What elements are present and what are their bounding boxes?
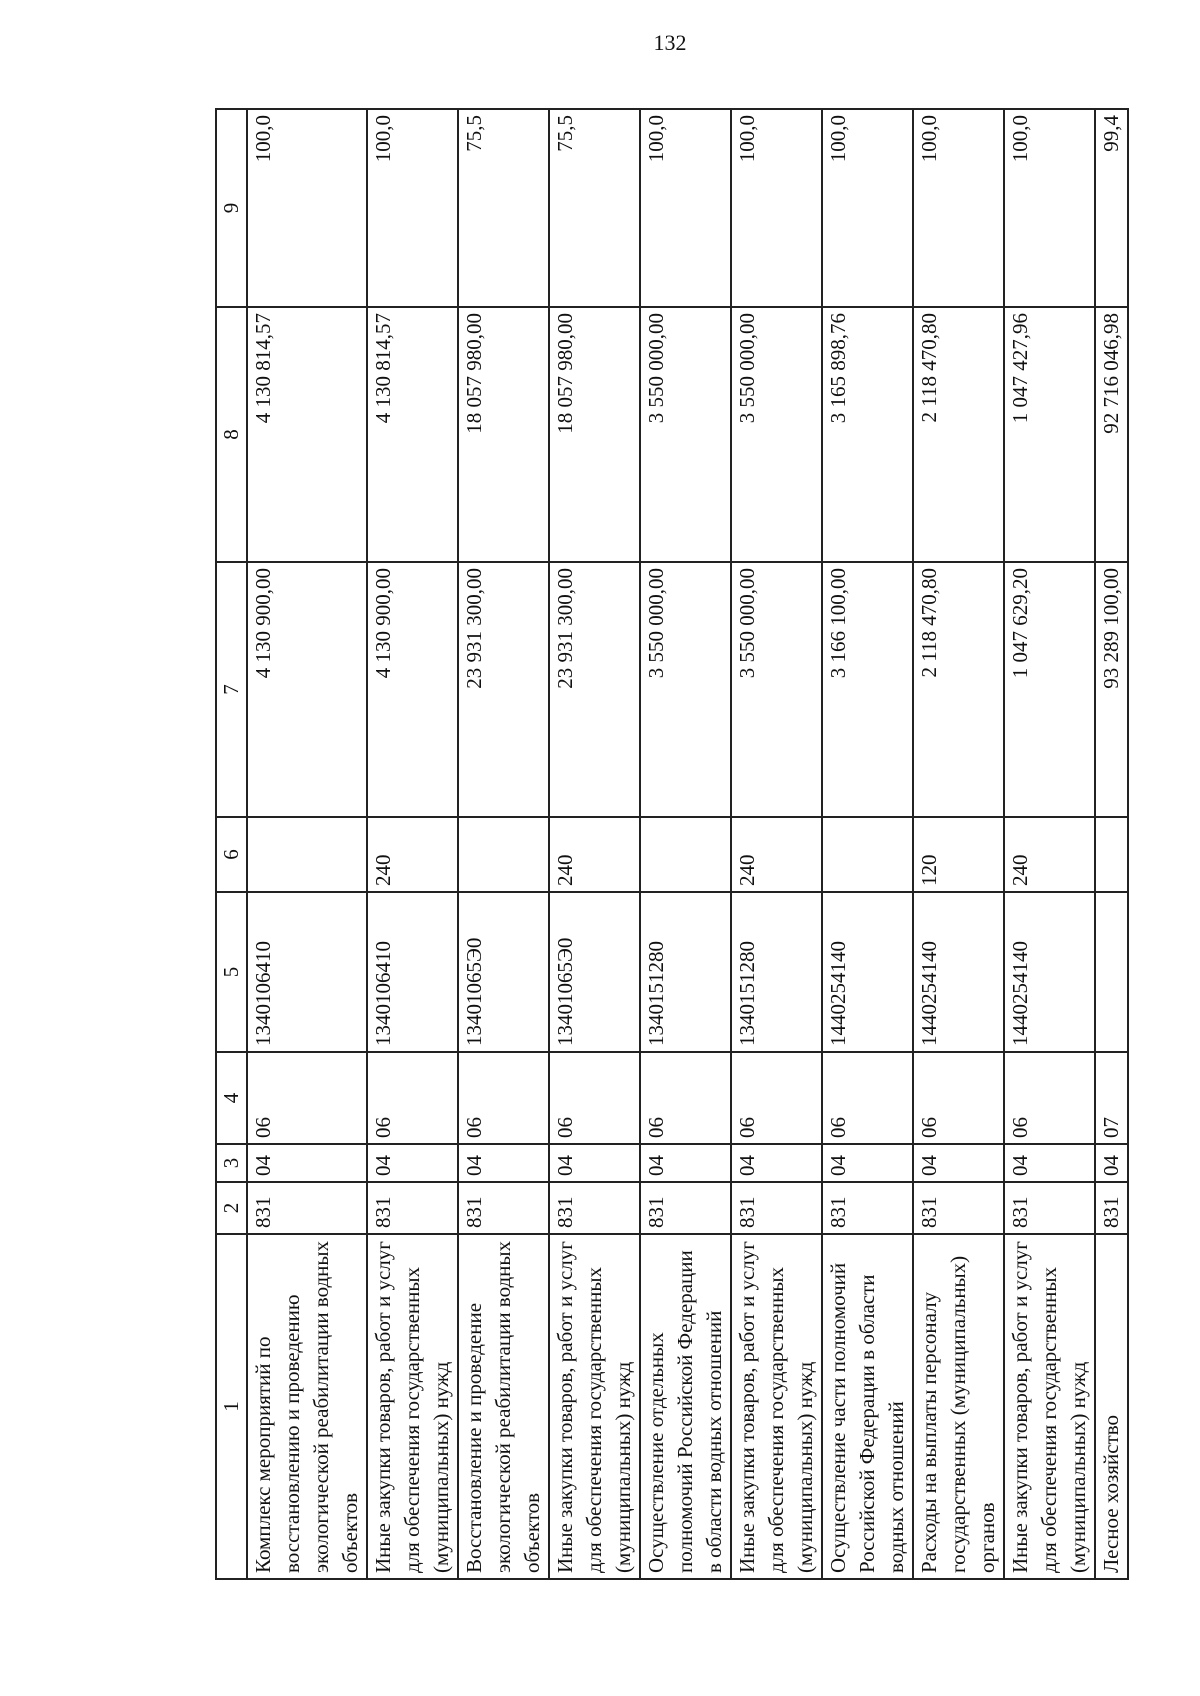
target-article-cell: 1440254140 [1004, 892, 1095, 1052]
expense-type-cell [640, 817, 731, 892]
subsection-code-cell: 06 [247, 1052, 367, 1144]
expense-name-cell: Иные закупки товаров, работ и услуг для обеспечения государственных (муниципальных) нужд [1004, 1234, 1095, 1579]
percent-executed-cell: 99,4 [1095, 109, 1128, 307]
budget-table [215, 108, 1129, 1580]
executed-amount-cell: 2 118 470,80 [913, 307, 1004, 562]
expense-name-cell: Комплекс мероприятий по восстановлению и проведению экологической реабилитации водных объектов [247, 1234, 367, 1579]
ministry-code-cell: 831 [247, 1182, 367, 1234]
expense-name-cell: Осуществление части полномочий Российской Федерации в области водных отношений [822, 1234, 913, 1579]
approved-amount-cell: 3 166 100,00 [822, 562, 913, 817]
approved-amount-cell: 23 931 300,00 [458, 562, 549, 817]
section-code-cell: 04 [367, 1144, 458, 1182]
section-code-cell: 04 [731, 1144, 822, 1182]
section-code-cell: 04 [1095, 1144, 1128, 1182]
executed-amount-cell: 92 716 046,98 [1095, 307, 1128, 562]
ministry-code-cell: 831 [640, 1182, 731, 1234]
approved-amount-cell: 4 130 900,00 [247, 562, 367, 817]
subsection-code-cell: 06 [549, 1052, 640, 1144]
column-number: 7 [216, 562, 247, 817]
target-article-cell: 1440254140 [913, 892, 1004, 1052]
subsection-code-cell: 06 [1004, 1052, 1095, 1144]
subsection-code-cell: 06 [913, 1052, 1004, 1144]
column-number: 5 [216, 892, 247, 1052]
subsection-code-cell: 07 [1095, 1052, 1128, 1144]
ministry-code-cell: 831 [1095, 1182, 1128, 1234]
table-row [247, 109, 367, 1579]
expense-type-cell [1095, 817, 1128, 892]
column-number: 6 [216, 817, 247, 892]
expense-name-cell: Иные закупки товаров, работ и услуг для обеспечения государственных (муниципальных) нужд [549, 1234, 640, 1579]
subsection-code-cell: 06 [640, 1052, 731, 1144]
expense-type-cell: 240 [367, 817, 458, 892]
section-code-cell: 04 [549, 1144, 640, 1182]
column-number: 9 [216, 109, 247, 307]
approved-amount-cell: 93 289 100,00 [1095, 562, 1128, 817]
column-number: 2 [216, 1182, 247, 1234]
expense-type-cell: 240 [549, 817, 640, 892]
section-code-cell: 04 [458, 1144, 549, 1182]
approved-amount-cell: 1 047 629,20 [1004, 562, 1095, 817]
target-article-cell: 1340151280 [640, 892, 731, 1052]
percent-executed-cell: 100,0 [367, 109, 458, 307]
table-body [216, 109, 1128, 1579]
column-number-row [216, 109, 247, 1579]
ministry-code-cell: 831 [731, 1182, 822, 1234]
expense-name-cell: Лесное хозяйство [1095, 1234, 1128, 1579]
table-row [822, 109, 913, 1579]
ministry-code-cell: 831 [458, 1182, 549, 1234]
subsection-code-cell: 06 [458, 1052, 549, 1144]
approved-amount-cell: 2 118 470,80 [913, 562, 1004, 817]
section-code-cell: 04 [640, 1144, 731, 1182]
section-code-cell: 04 [1004, 1144, 1095, 1182]
target-article-cell: 1440254140 [822, 892, 913, 1052]
executed-amount-cell: 4 130 814,57 [367, 307, 458, 562]
table-row [1095, 109, 1128, 1579]
target-article-cell: 13401065Э0 [458, 892, 549, 1052]
target-article-cell: 1340151280 [731, 892, 822, 1052]
table-row [549, 109, 640, 1579]
expense-name-cell: Осуществление отдельных полномочий Российской Федерации в области водных отношений [640, 1234, 731, 1579]
expense-type-cell: 240 [731, 817, 822, 892]
column-number: 4 [216, 1052, 247, 1144]
percent-executed-cell: 100,0 [913, 109, 1004, 307]
rotated-table-container [215, 110, 1123, 1580]
executed-amount-cell: 3 550 000,00 [731, 307, 822, 562]
expense-name-cell: Иные закупки товаров, работ и услуг для обеспечения государственных (муниципальных) нужд [731, 1234, 822, 1579]
target-article-cell: 13401065Э0 [549, 892, 640, 1052]
table-row [458, 109, 549, 1579]
percent-executed-cell: 75,5 [458, 109, 549, 307]
percent-executed-cell: 100,0 [1004, 109, 1095, 307]
ministry-code-cell: 831 [367, 1182, 458, 1234]
subsection-code-cell: 06 [731, 1052, 822, 1144]
section-code-cell: 04 [247, 1144, 367, 1182]
column-number: 1 [216, 1234, 247, 1579]
expense-name-cell: Иные закупки товаров, работ и услуг для обеспечения государственных (муниципальных) нужд [367, 1234, 458, 1579]
executed-amount-cell: 1 047 427,96 [1004, 307, 1095, 562]
percent-executed-cell: 100,0 [247, 109, 367, 307]
expense-name-cell: Восстановление и проведение экологической реабилитации водных объектов [458, 1234, 549, 1579]
target-article-cell: 1340106410 [247, 892, 367, 1052]
table-row [731, 109, 822, 1579]
approved-amount-cell: 3 550 000,00 [731, 562, 822, 817]
executed-amount-cell: 18 057 980,00 [549, 307, 640, 562]
executed-amount-cell: 18 057 980,00 [458, 307, 549, 562]
expense-type-cell [822, 817, 913, 892]
approved-amount-cell: 3 550 000,00 [640, 562, 731, 817]
percent-executed-cell: 100,0 [822, 109, 913, 307]
percent-executed-cell: 100,0 [640, 109, 731, 307]
expense-type-cell: 120 [913, 817, 1004, 892]
ministry-code-cell: 831 [913, 1182, 1004, 1234]
ministry-code-cell: 831 [1004, 1182, 1095, 1234]
ministry-code-cell: 831 [549, 1182, 640, 1234]
approved-amount-cell: 4 130 900,00 [367, 562, 458, 817]
expense-type-cell: 240 [1004, 817, 1095, 892]
section-code-cell: 04 [913, 1144, 1004, 1182]
percent-executed-cell: 100,0 [731, 109, 822, 307]
table-row [913, 109, 1004, 1579]
expense-name-cell: Расходы на выплаты персоналу государственных (муниципальных) органов [913, 1234, 1004, 1579]
executed-amount-cell: 3 550 000,00 [640, 307, 731, 562]
table-row [367, 109, 458, 1579]
expense-type-cell [458, 817, 549, 892]
expense-type-cell [247, 817, 367, 892]
percent-executed-cell: 75,5 [549, 109, 640, 307]
subsection-code-cell: 06 [367, 1052, 458, 1144]
target-article-cell [1095, 892, 1128, 1052]
subsection-code-cell: 06 [822, 1052, 913, 1144]
table-row [1004, 109, 1095, 1579]
section-code-cell: 04 [822, 1144, 913, 1182]
table-row [640, 109, 731, 1579]
executed-amount-cell: 3 165 898,76 [822, 307, 913, 562]
ministry-code-cell: 831 [822, 1182, 913, 1234]
approved-amount-cell: 23 931 300,00 [549, 562, 640, 817]
target-article-cell: 1340106410 [367, 892, 458, 1052]
column-number: 8 [216, 307, 247, 562]
executed-amount-cell: 4 130 814,57 [247, 307, 367, 562]
page-number: 132 [653, 30, 687, 55]
column-number: 3 [216, 1144, 247, 1182]
